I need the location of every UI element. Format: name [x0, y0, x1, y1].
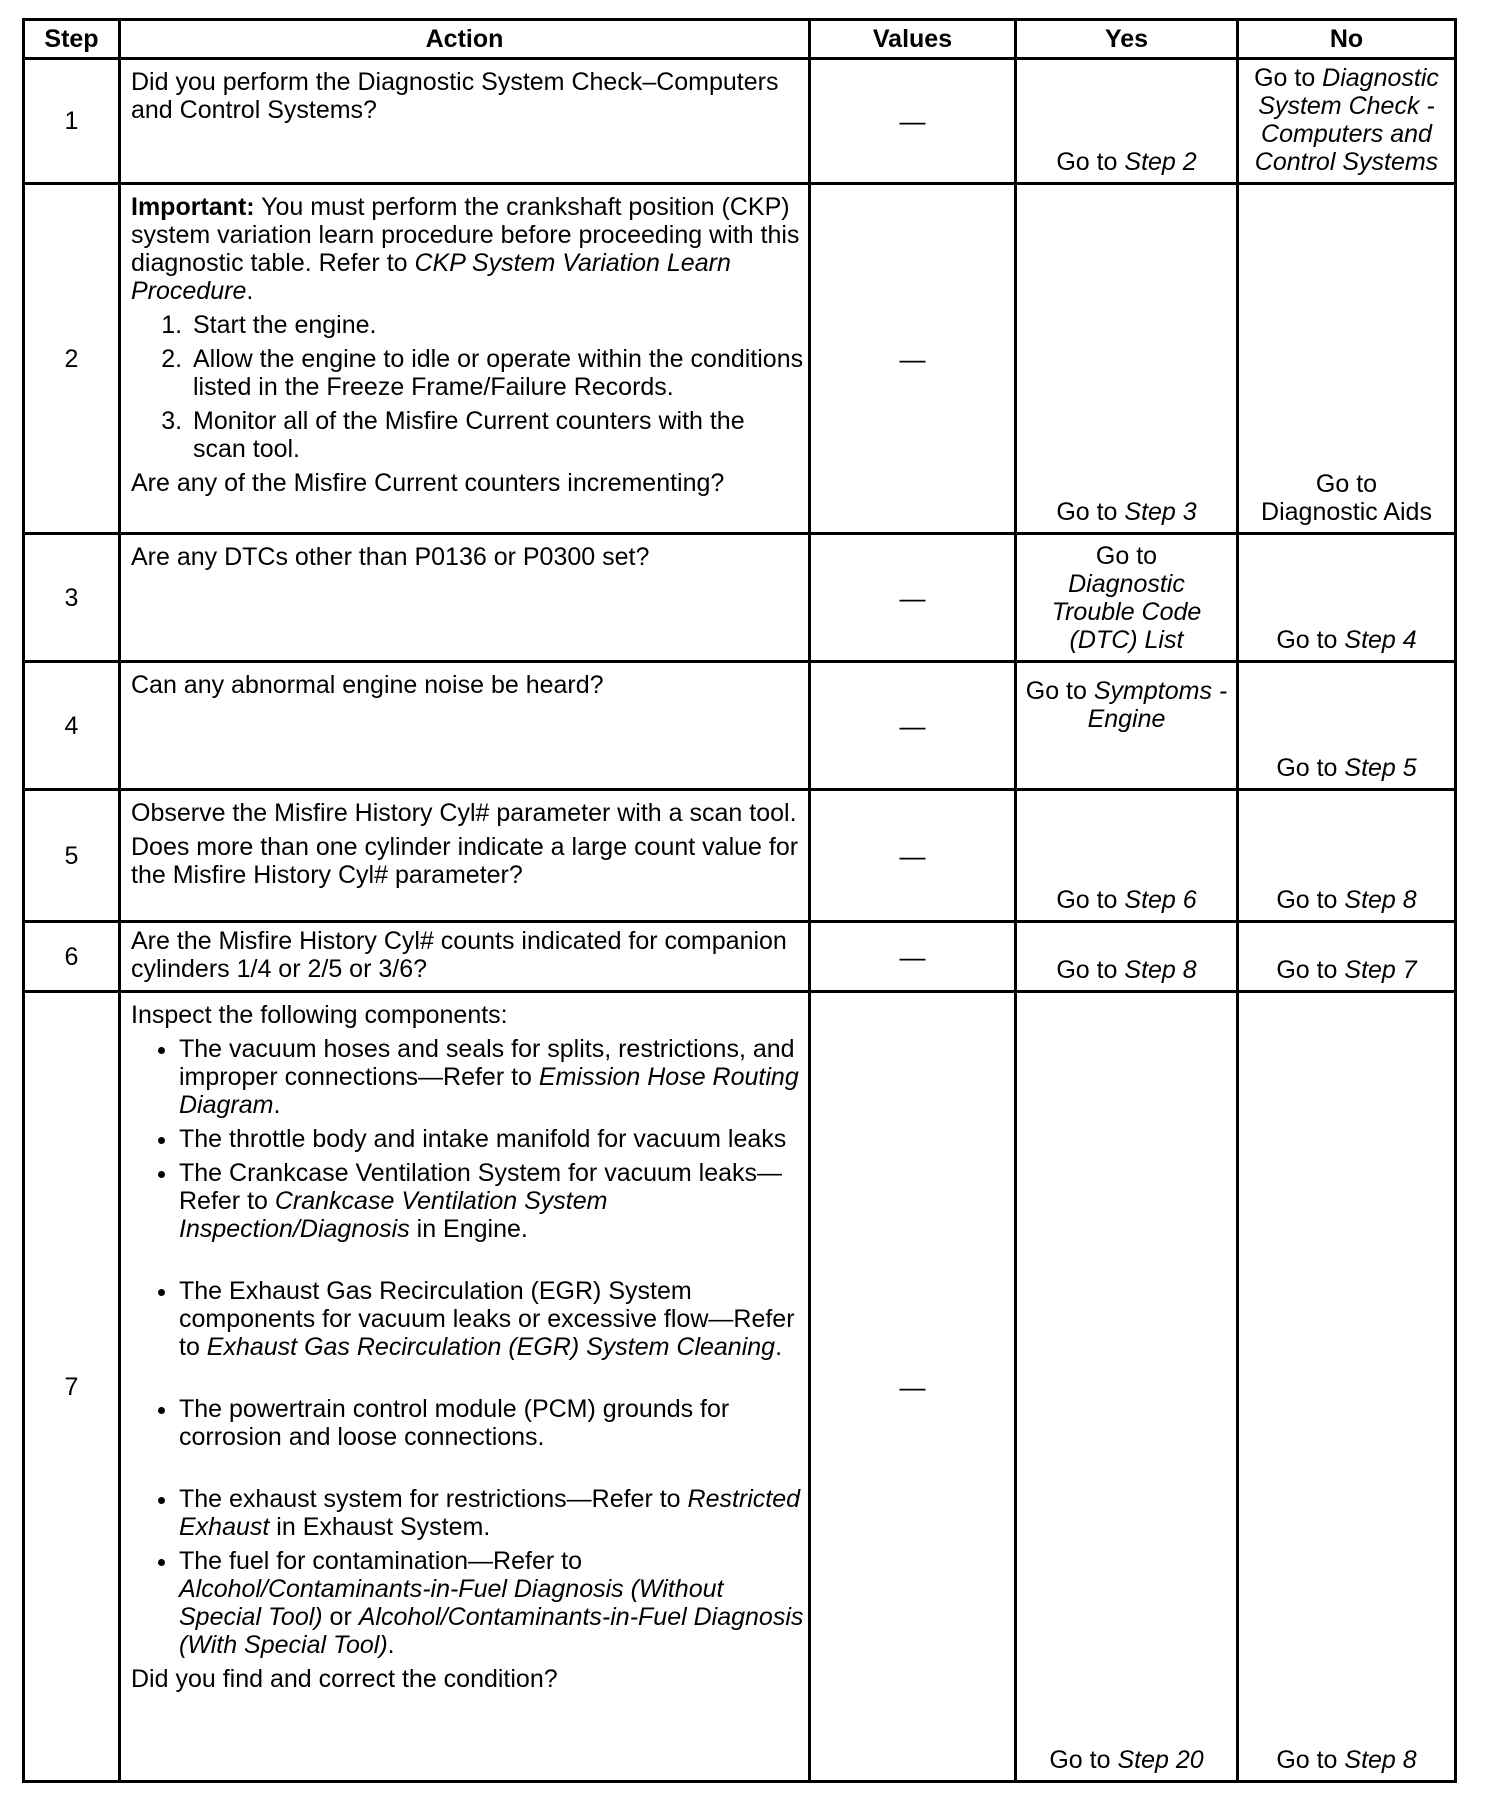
yes-cell [1016, 790, 1238, 922]
no-prefix: Go to [1276, 626, 1345, 654]
item-or: or [322, 1603, 359, 1631]
list-item [179, 1395, 804, 1451]
yes-link[interactable]: Step 3 [1124, 498, 1197, 526]
table-row [24, 534, 1456, 662]
yes-link[interactable]: Diagnostic Trouble Code (DTC) List [1051, 570, 1202, 654]
item-end: . [387, 1631, 395, 1659]
step-number: 4 [24, 662, 120, 790]
no-cell [1238, 662, 1456, 790]
important-note [131, 193, 804, 305]
item-end: in Exhaust System. [269, 1513, 491, 1541]
table-row [24, 662, 1456, 790]
item-text: The powertrain control module (PCM) grounds for corrosion and loose connections. [179, 1395, 730, 1451]
no-link[interactable]: Step 8 [1344, 1746, 1417, 1774]
item-end: in Engine. [409, 1215, 528, 1243]
action-cell [120, 662, 810, 790]
yes-prefix: Go to [1056, 956, 1125, 984]
no-link[interactable]: Step 8 [1344, 886, 1417, 914]
question-text: Are any of the Misfire Current counters incrementing? [131, 469, 725, 497]
no-prefix: Go to [1276, 956, 1345, 984]
no-prefix: Go to [1276, 1746, 1345, 1774]
list-item [179, 1035, 804, 1119]
intro-text: Inspect the following components: [131, 1001, 508, 1029]
table-row [24, 790, 1456, 922]
header-values: Values [810, 20, 1016, 59]
list-item: 2. Allow the engine to idle or operate within the conditions listed in the Freeze Frame/Failure Records. [189, 345, 804, 401]
yes-prefix: Go to [1056, 498, 1125, 526]
header-step: Step [24, 20, 120, 59]
hose-diagram-link[interactable]: Emission Hose Routing Diagram [179, 1063, 799, 1119]
action-text: Are the Misfire History Cyl# counts indicated for companion cylinders 1/4 or 2/5 or 3/6? [131, 927, 787, 983]
yes-prefix: Go to [1025, 677, 1094, 705]
no-link[interactable]: Step 7 [1344, 956, 1417, 984]
header-yes: Yes [1016, 20, 1238, 59]
item-text: The fuel for contamination—Refer to [179, 1547, 582, 1575]
yes-cell [1016, 534, 1238, 662]
restricted-exhaust-link[interactable]: Restricted Exhaust [179, 1485, 801, 1541]
fuel-diagnosis-without-tool-link[interactable]: Alcohol/Contaminants-in-Fuel Diagnosis (Without Special Tool) [179, 1575, 724, 1631]
crankcase-link[interactable]: Crankcase Ventilation System Inspection/Diagnosis [179, 1187, 608, 1243]
no-cell [1238, 992, 1456, 1782]
important-text: You must perform the crankshaft position (CKP) system variation learn procedure before proceeding with this diagnostic table. Refer to [131, 193, 800, 277]
item-text: The throttle body and intake manifold for vacuum leaks [179, 1125, 787, 1153]
action-cell [120, 922, 810, 992]
yes-link[interactable]: Step 6 [1124, 886, 1197, 914]
step-number: 2 [24, 184, 120, 534]
yes-link[interactable]: Step 2 [1124, 148, 1197, 176]
values-cell: — [810, 534, 1016, 662]
no-cell [1238, 59, 1456, 184]
item-text: The vacuum hoses and seals for splits, restrictions, and improper connections—Refer to [179, 1035, 795, 1091]
action-text: Did you perform the Diagnostic System Check–Computers and Control Systems? [131, 68, 779, 124]
item-end: . [273, 1091, 281, 1119]
yes-cell [1016, 922, 1238, 992]
action-cell [120, 534, 810, 662]
values-cell: — [810, 790, 1016, 922]
list-item [179, 1485, 804, 1541]
list-item [179, 1547, 804, 1659]
item-text: The Exhaust Gas Recirculation (EGR) System components for vacuum leaks or excessive flow—Refer to [179, 1277, 795, 1361]
step-number: 3 [24, 534, 120, 662]
yes-cell [1016, 662, 1238, 790]
values-cell: — [810, 922, 1016, 992]
yes-link[interactable]: Step 8 [1124, 956, 1197, 984]
yes-link[interactable]: Step 20 [1117, 1746, 1204, 1774]
yes-cell [1016, 59, 1238, 184]
list-item [179, 1277, 804, 1361]
yes-prefix: Go to [1049, 1746, 1118, 1774]
table-row [24, 922, 1456, 992]
no-link[interactable]: Step 5 [1344, 754, 1417, 782]
no-prefix: Go to [1276, 754, 1345, 782]
no-prefix: Go to [1254, 64, 1323, 92]
yes-cell [1016, 992, 1238, 1782]
no-cell[interactable]: Go to Diagnostic Aids [1238, 184, 1456, 534]
no-link[interactable]: Step 4 [1344, 626, 1417, 654]
no-cell [1238, 922, 1456, 992]
values-cell: — [810, 662, 1016, 790]
step-number: 6 [24, 922, 120, 992]
list-item: 3. Monitor all of the Misfire Current counters with the scan tool. [189, 407, 804, 463]
no-cell [1238, 534, 1456, 662]
yes-prefix: Go to [1056, 886, 1125, 914]
header-row [24, 20, 1456, 59]
question-text: Does more than one cylinder indicate a large count value for the Misfire History Cyl# parameter? [131, 833, 799, 889]
list-item [179, 1125, 804, 1153]
action-cell [120, 790, 810, 922]
fuel-diagnosis-with-tool-link[interactable]: Alcohol/Contaminants-in-Fuel Diagnosis (With Special Tool) [179, 1603, 804, 1659]
table-row [24, 992, 1456, 1782]
yes-prefix: Go to [1095, 542, 1158, 570]
action-cell [120, 184, 810, 534]
item-text: The exhaust system for restrictions—Refer to [179, 1485, 688, 1513]
diagnostic-table [22, 18, 1457, 1783]
action-text: Can any abnormal engine noise be heard? [131, 671, 604, 699]
item-end: . [775, 1333, 783, 1361]
important-label: Important: [131, 193, 255, 221]
important-end: . [246, 277, 254, 305]
action-text: Are any DTCs other than P0136 or P0300 set? [131, 543, 650, 571]
action-cell [120, 992, 810, 1782]
component-list [131, 1035, 804, 1659]
procedure-list [131, 311, 804, 463]
action-text: Observe the Misfire History Cyl# parameter with a scan tool. [131, 799, 797, 827]
yes-prefix: Go to [1056, 148, 1125, 176]
no-prefix: Go to [1276, 886, 1345, 914]
header-action: Action [120, 20, 810, 59]
item-text: The Crankcase Ventilation System for vacuum leaks—Refer to [179, 1159, 783, 1215]
action-cell [120, 59, 810, 184]
list-item: 1. Start the engine. [189, 311, 804, 339]
header-no: No [1238, 20, 1456, 59]
no-cell [1238, 790, 1456, 922]
question-text: Did you find and correct the condition? [131, 1665, 558, 1693]
yes-cell [1016, 184, 1238, 534]
no-link[interactable]: Diagnostic System Check - Computers and Control Systems [1254, 64, 1439, 176]
table-row [24, 59, 1456, 184]
values-cell: — [810, 59, 1016, 184]
step-number: 7 [24, 992, 120, 1782]
step-number: 1 [24, 59, 120, 184]
step-number: 5 [24, 790, 120, 922]
egr-cleaning-link[interactable]: Exhaust Gas Recirculation (EGR) System Cleaning [206, 1333, 776, 1361]
yes-link[interactable]: Symptoms - Engine [1087, 677, 1228, 733]
table-row [24, 184, 1456, 534]
ckp-procedure-link[interactable]: CKP System Variation Learn Procedure [131, 249, 731, 305]
values-cell: — [810, 992, 1016, 1782]
list-item [179, 1159, 804, 1243]
values-cell: — [810, 184, 1016, 534]
